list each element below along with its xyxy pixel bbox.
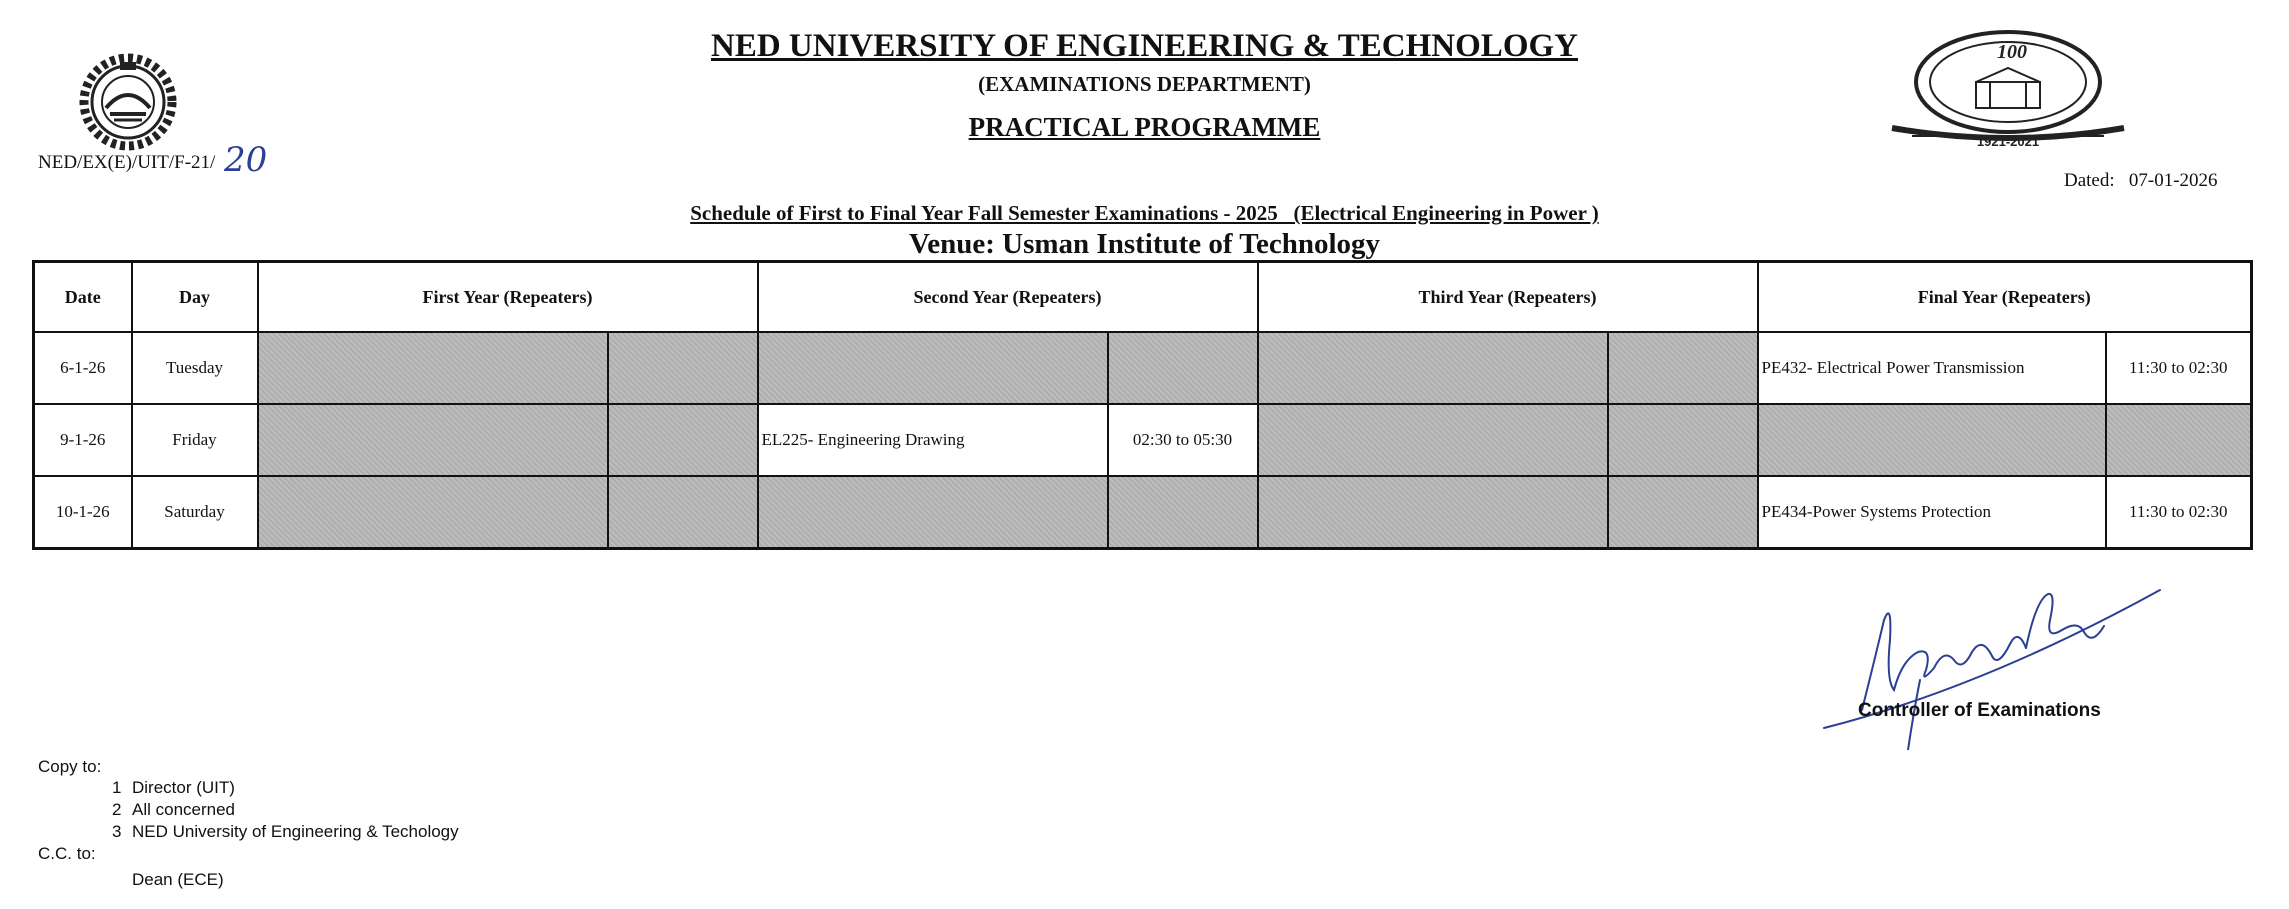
copy-to-label: Copy to: [38,757,102,776]
header-third-year: Third Year (Repeaters) [1258,262,1758,333]
cell-first-course [258,332,608,404]
copy-item-number: 2 [112,800,122,819]
seal-years-text: 1921-2021 [1976,134,2040,148]
dated-label: Dated: [2064,170,2115,191]
cell-final-course: PE432- Electrical Power Transmission [1758,332,2106,404]
header-first-year: First Year (Repeaters) [258,262,758,333]
controller-title: Controller of Examinations [1858,700,2101,721]
table-row [34,476,2252,549]
cell-second-course [758,476,1108,549]
cell-third-course [1258,404,1608,476]
cell-third-course [1258,476,1608,549]
cell-day: Tuesday [132,332,258,404]
cell-day: Saturday [132,476,258,549]
department-subtitle: (EXAMINATIONS DEPARTMENT) [978,72,1311,96]
reference-number: NED/EX(E)/UIT/F-21/ [38,152,216,173]
dated-value: 07-01-2026 [2128,170,2218,191]
schedule-title: Schedule of First to Final Year Fall Semester Examinations - 2025 (Electrical Engineering in Power ) [690,201,1599,225]
university-title: NED UNIVERSITY OF ENGINEERING & TECHNOLOGY [711,28,1578,64]
cell-first-time [608,404,758,476]
cell-final-course: PE434-Power Systems Protection [1758,476,2106,549]
cell-first-time [608,476,758,549]
cell-second-course: EL225- Engineering Drawing [758,404,1108,476]
programme-title: PRACTICAL PROGRAMME [968,112,1321,142]
cell-first-course [258,476,608,549]
table-header-row [34,262,2252,333]
cell-third-time [1608,332,1758,404]
cell-day: Friday [132,404,258,476]
cell-first-course [258,404,608,476]
seal-100-text: 100 [1997,41,2027,63]
cell-final-time: 11:30 to 02:30 [2106,476,2252,549]
cell-third-time [1608,476,1758,549]
cell-third-time [1608,404,1758,476]
cell-final-course [1758,404,2106,476]
cell-first-time [608,332,758,404]
list-item [112,822,459,842]
copy-item-number: 3 [112,822,122,841]
cell-second-time [1108,476,1258,549]
header-day: Day [132,262,258,333]
copy-item-text: Director (UIT) [132,778,235,797]
cell-second-course [758,332,1108,404]
copy-item-number: 1 [112,778,122,797]
cell-second-time: 02:30 to 05:30 [1108,404,1258,476]
header-final-year: Final Year (Repeaters) [1758,262,2252,333]
table-row [34,404,2252,476]
cell-second-time [1108,332,1258,404]
venue-title: Venue: Usman Institute of Technology [908,228,1381,260]
copy-item-text: NED University of Engineering & Techology [132,822,459,841]
cc-to-label: C.C. to: [38,844,96,863]
cell-date: 9-1-26 [34,404,132,476]
reference-handwritten-number: 20 [224,140,268,180]
cc-item: Dean (ECE) [132,870,224,889]
list-item [112,800,235,820]
copy-item-text: All concerned [132,800,236,819]
table-row [34,332,2252,404]
cell-final-time: 11:30 to 02:30 [2106,332,2252,404]
cell-date: 6-1-26 [34,332,132,404]
cell-final-time [2106,404,2252,476]
date-line [2064,170,2218,192]
header-second-year: Second Year (Repeaters) [758,262,1258,333]
exam-schedule-table [32,260,2253,550]
cell-third-course [1258,332,1608,404]
header-date: Date [34,262,132,333]
cell-date: 10-1-26 [34,476,132,549]
list-item [112,778,235,798]
